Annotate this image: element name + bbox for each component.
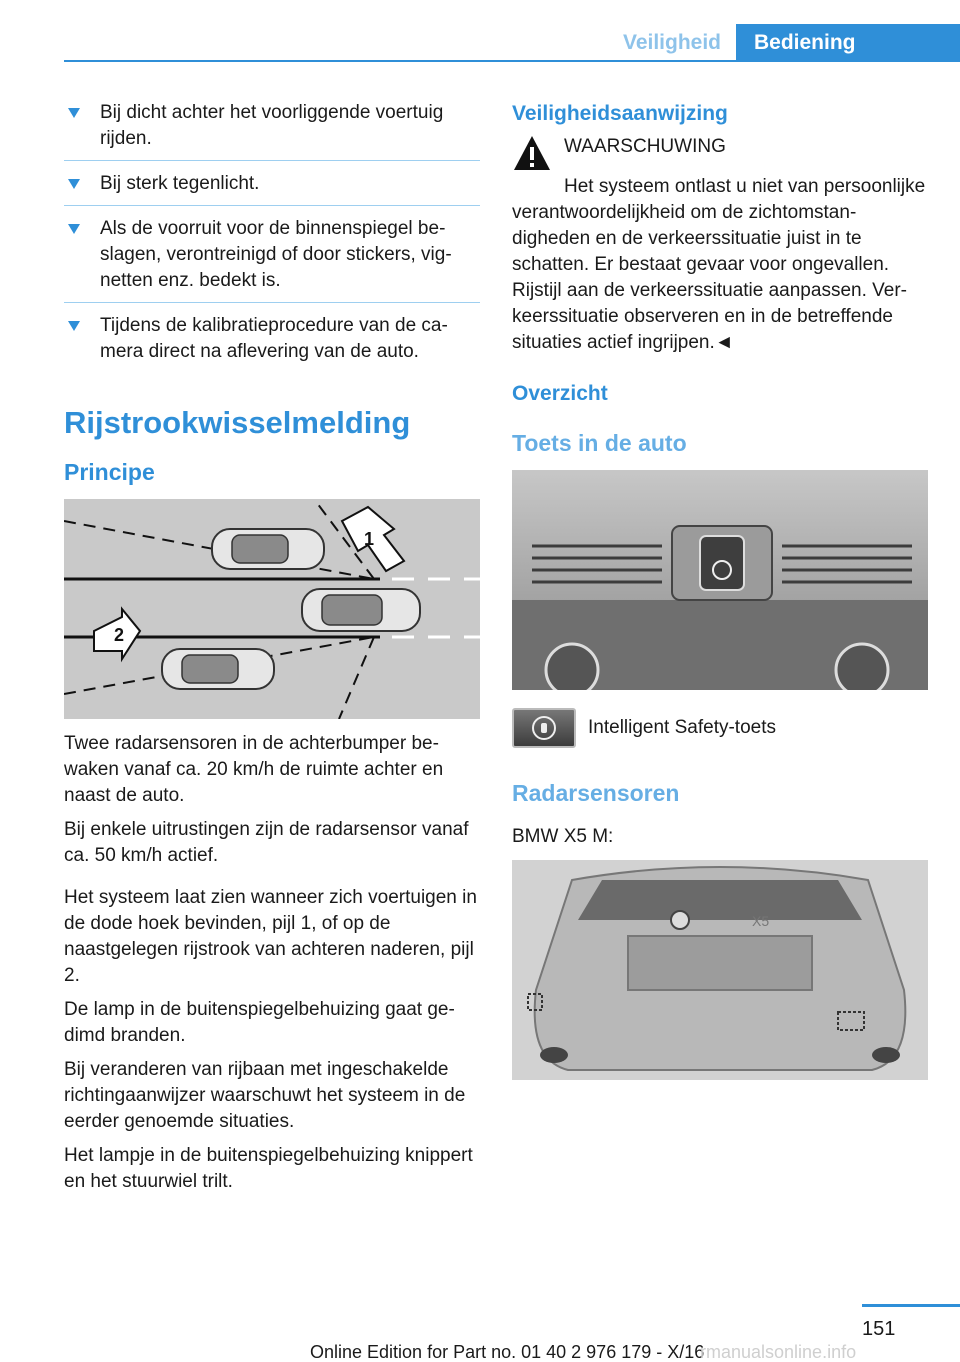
paragraph: Het lampje in de buitenspiegelbehuizing knippert en het stuurwiel trilt.	[64, 1145, 473, 1192]
page-number: 151	[862, 1318, 896, 1340]
safety-heading: Veiligheidsaanwijzing	[512, 102, 728, 125]
arrow-2-label: 2	[114, 625, 125, 645]
car-badge: X5	[752, 913, 770, 929]
button-heading: Toets in de auto	[512, 430, 687, 456]
triangle-bullet-icon	[68, 179, 80, 189]
subsection-heading: Principe	[64, 459, 155, 485]
condition-list	[64, 100, 480, 373]
triangle-bullet-icon	[68, 108, 80, 118]
paragraph: De lamp in de buitenspiegelbehuizing gaat gedimd branden.	[64, 999, 455, 1046]
arrow-1-label: 1	[364, 529, 375, 549]
lane-change-diagram	[64, 499, 480, 719]
overview-heading: Overzicht	[512, 382, 608, 405]
left-column	[64, 100, 480, 1195]
triangle-bullet-icon	[68, 224, 80, 234]
right-column	[512, 100, 928, 1080]
dashboard-svg	[512, 470, 928, 690]
intelligent-safety-button-icon[interactable]	[512, 708, 576, 748]
car-own	[302, 589, 420, 631]
footer-rule	[862, 1304, 960, 1307]
list-item: Bij sterk tegenlicht.	[64, 171, 480, 206]
edition-line: Online Edition for Part no. 01 40 2 976 179 - X/16	[310, 1342, 705, 1362]
car-bottom	[162, 649, 274, 689]
lane-diagram-svg	[64, 499, 480, 719]
car-rear-svg	[512, 860, 928, 1080]
car-rear-photo	[512, 860, 928, 1080]
safety-button-row	[512, 708, 928, 748]
paragraph: Het systeem laat zien wanneer zich voertuigen in de dode hoek bevinden, pijl 1, of op de naastgelegen rijstrook van achteren naderen, pijl 2.	[64, 887, 477, 986]
model-label: BMW X5 M:	[512, 826, 614, 847]
paragraph: Bij veranderen van rijbaan met ingeschakelde richtingaanwijzer waarschuwt het systeem in de eerder genoemde situaties.	[64, 1059, 466, 1132]
paragraph: Bij enkele uitrustingen zijn de radarsensor vanaf ca. 50 km/h actief.	[64, 819, 469, 866]
list-item: Als de voorruit voor de binnenspiegel beslagen, verontreinigd of door stickers, vignetten enz. bedekt is.	[64, 216, 480, 303]
button-label: Intelligent Safety-toets	[588, 717, 776, 738]
dashboard-button-photo	[512, 470, 928, 690]
warning-triangle-icon	[512, 134, 552, 174]
radar-heading: Radarsensoren	[512, 780, 680, 806]
list-item: Tijdens de kalibratieprocedure van de camera direct na aflevering van de auto.	[64, 313, 480, 373]
warning-block	[512, 134, 928, 356]
list-item: Bij dicht achter het voorliggende voertuig rijden.	[64, 100, 480, 161]
tab-bediening[interactable]: Bediening	[736, 24, 960, 62]
warning-title: WAARSCHUWING	[564, 136, 726, 157]
section-heading: Rijstrookwisselmelding	[64, 405, 411, 440]
paragraph: Twee radarsensoren in de achterbumper bewaken vanaf ca. 20 km/h de ruimte achter en naast de auto.	[64, 733, 444, 806]
triangle-bullet-icon	[68, 321, 80, 331]
watermark: rmanualsonline.info	[700, 1342, 857, 1362]
car-top	[212, 529, 324, 569]
tab-veiligheid[interactable]: Veiligheid	[622, 31, 722, 54]
warning-text: Het systeem ontlast u niet van persoonlijke verantwoordelijkheid om de zichtomstandigheden en de verkeerssituatie juist in te schatten. Er bestaat gevaar voor ongevallen. Rijstijl aan de verkeerssituatie aanpassen. Verkeerssituatie observeren en in de betreffende situaties actief ingrijpen.◄	[512, 176, 926, 353]
